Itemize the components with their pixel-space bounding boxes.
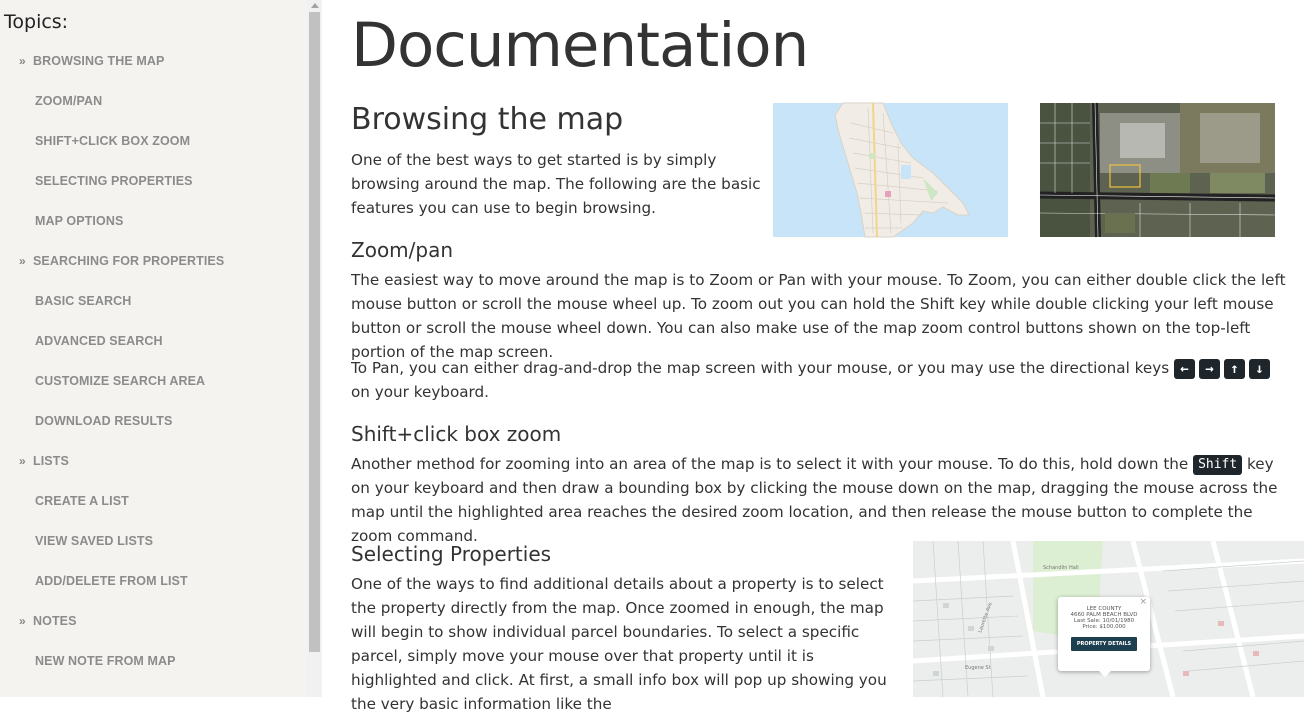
street-map-image	[773, 103, 1008, 237]
map-street-label-b: Laurette Ave	[977, 601, 994, 634]
sidebar-item-label: DOWNLOAD RESULTS	[35, 414, 173, 428]
double-chevron-right-icon: »	[19, 454, 26, 468]
pan-text-before: To Pan, you can either drag-and-drop the map screen with your mouse, or you may use the directional keys	[351, 359, 1170, 377]
sidebar-item-browsing-the-map[interactable]	[0, 41, 307, 81]
arrow-up-key-icon: ↑	[1224, 359, 1245, 379]
popup-close-icon[interactable]: ×	[1139, 597, 1147, 607]
sidebar-item-label: ZOOM/PAN	[35, 94, 103, 108]
sidebar-item-label: SEARCHING FOR PROPERTIES	[33, 254, 225, 268]
map-street-label-a: Schandlin Hall	[1043, 565, 1079, 571]
sidebar-item-download-results[interactable]	[0, 401, 307, 441]
arrow-right-key-icon: →	[1199, 359, 1220, 379]
popup-pointer	[1099, 671, 1111, 677]
arrow-down-key-icon: ↓	[1249, 359, 1270, 379]
sidebar-item-label: CREATE A LIST	[35, 494, 129, 508]
double-chevron-right-icon: »	[19, 254, 26, 268]
sidebar-scrollbar[interactable]	[307, 0, 322, 697]
browsing-paragraph: One of the best ways to get started is by simply browsing around the map. The following are the basic features you can use to begin browsing.	[351, 151, 761, 217]
shift-text-after: key on your keyboard and then draw a bounding box by clicking the mouse down on the map, dragging the mouse across the map until the highlighted area reaches the desired zoom location, and then release the mouse button to complete the zoom command.	[351, 455, 1278, 545]
section-heading-selecting: Selecting Properties	[351, 542, 552, 566]
property-details-button[interactable]: PROPERTY DETAILS	[1071, 637, 1137, 651]
sidebar-item-map-options[interactable]	[0, 201, 307, 241]
sidebar-item-new-note-from-map[interactable]	[0, 641, 307, 681]
double-chevron-right-icon: »	[19, 54, 26, 68]
map-street-label-c: Eugene St	[965, 665, 991, 671]
double-chevron-right-icon: »	[19, 614, 26, 628]
scroll-up-arrow-icon[interactable]	[307, 0, 322, 12]
section-heading-shift-zoom: Shift+click box zoom	[351, 422, 562, 446]
popup-last-sale: Last Sale: 10/01/1980	[1073, 618, 1135, 624]
section-heading-browsing: Browsing the map	[351, 102, 624, 137]
sidebar-item-label: SHIFT+CLICK BOX ZOOM	[35, 134, 191, 148]
satellite-map-image	[1040, 103, 1275, 237]
documentation-content	[322, 0, 1304, 713]
sidebar-item-label: ADD/DELETE FROM LIST	[35, 574, 188, 588]
sidebar-item-add-delete-from-list[interactable]	[0, 561, 307, 601]
sidebar-item-create-a-list[interactable]	[0, 481, 307, 521]
sidebar-item-searching-for-properties[interactable]	[0, 241, 307, 281]
shift-zoom-paragraph	[351, 452, 1296, 548]
selecting-paragraph: One of the ways to find additional details about a property is to select the property directly from the map. Once zoomed in enough, the map will begin to show individual parcel boundaries. To select a specific parcel, simply move your mouse over that property until it is highlighted and click. At first, a small info box will pop up showing you the very basic information like the	[351, 575, 887, 713]
page-title: Documentation	[351, 10, 809, 81]
popup-address: 4660 PALM BEACH BLVD	[1070, 612, 1138, 618]
sidebar-item-selecting-properties[interactable]	[0, 161, 307, 201]
scrollbar-thumb[interactable]	[309, 12, 320, 652]
sidebar-item-label: NOTES	[33, 614, 77, 628]
sidebar-item-label: BASIC SEARCH	[35, 294, 132, 308]
section-heading-zoom-pan: Zoom/pan	[351, 238, 454, 262]
sidebar-item-advanced-search[interactable]	[0, 321, 307, 361]
sidebar-item-zoom-pan[interactable]	[0, 81, 307, 121]
topics-title: Topics:	[4, 11, 69, 33]
sidebar-item-label: NEW NOTE FROM MAP	[35, 654, 176, 668]
sidebar-item-notes[interactable]	[0, 601, 307, 641]
popup-price: Price: $100,000	[1082, 624, 1126, 630]
pan-paragraph	[351, 356, 1291, 404]
arrow-left-key-icon: ←	[1174, 359, 1195, 379]
sidebar-item-label: SELECTING PROPERTIES	[35, 174, 193, 188]
shift-text-before: Another method for zooming into an area of the map is to select it with your mouse. To do this, hold down the	[351, 455, 1189, 473]
sidebar-item-label: MAP OPTIONS	[35, 214, 124, 228]
topics-nav-list	[0, 41, 307, 681]
sidebar-item-lists[interactable]	[0, 441, 307, 481]
zoom-pan-paragraph: The easiest way to move around the map is to Zoom or Pan with your mouse. To Zoom, you can either double click the left mouse button or scroll the mouse wheel up. To zoom out you can hold the Shift key while double clicking your left mouse button or scroll the mouse wheel down. You can also make use of the map zoom control buttons shown on the top-left portion of the map screen.	[351, 271, 1286, 361]
popup-county: LEE COUNTY	[1086, 606, 1122, 612]
sidebar-item-customize-search-area[interactable]	[0, 361, 307, 401]
parcel-map-image	[913, 541, 1304, 697]
property-info-popup	[1058, 597, 1150, 671]
shift-key-icon: Shift	[1193, 455, 1242, 475]
sidebar-item-label: BROWSING THE MAP	[33, 54, 165, 68]
sidebar-item-label: LISTS	[33, 454, 69, 468]
sidebar-item-shift-click-box-zoom[interactable]	[0, 121, 307, 161]
topics-sidebar	[0, 0, 307, 697]
sidebar-item-label: VIEW SAVED LISTS	[35, 534, 154, 548]
sidebar-item-basic-search[interactable]	[0, 281, 307, 321]
sidebar-item-label: ADVANCED SEARCH	[35, 334, 163, 348]
sidebar-item-label: CUSTOMIZE SEARCH AREA	[35, 374, 206, 388]
pan-text-after: on your keyboard.	[351, 383, 489, 401]
sidebar-item-view-saved-lists[interactable]	[0, 521, 307, 561]
